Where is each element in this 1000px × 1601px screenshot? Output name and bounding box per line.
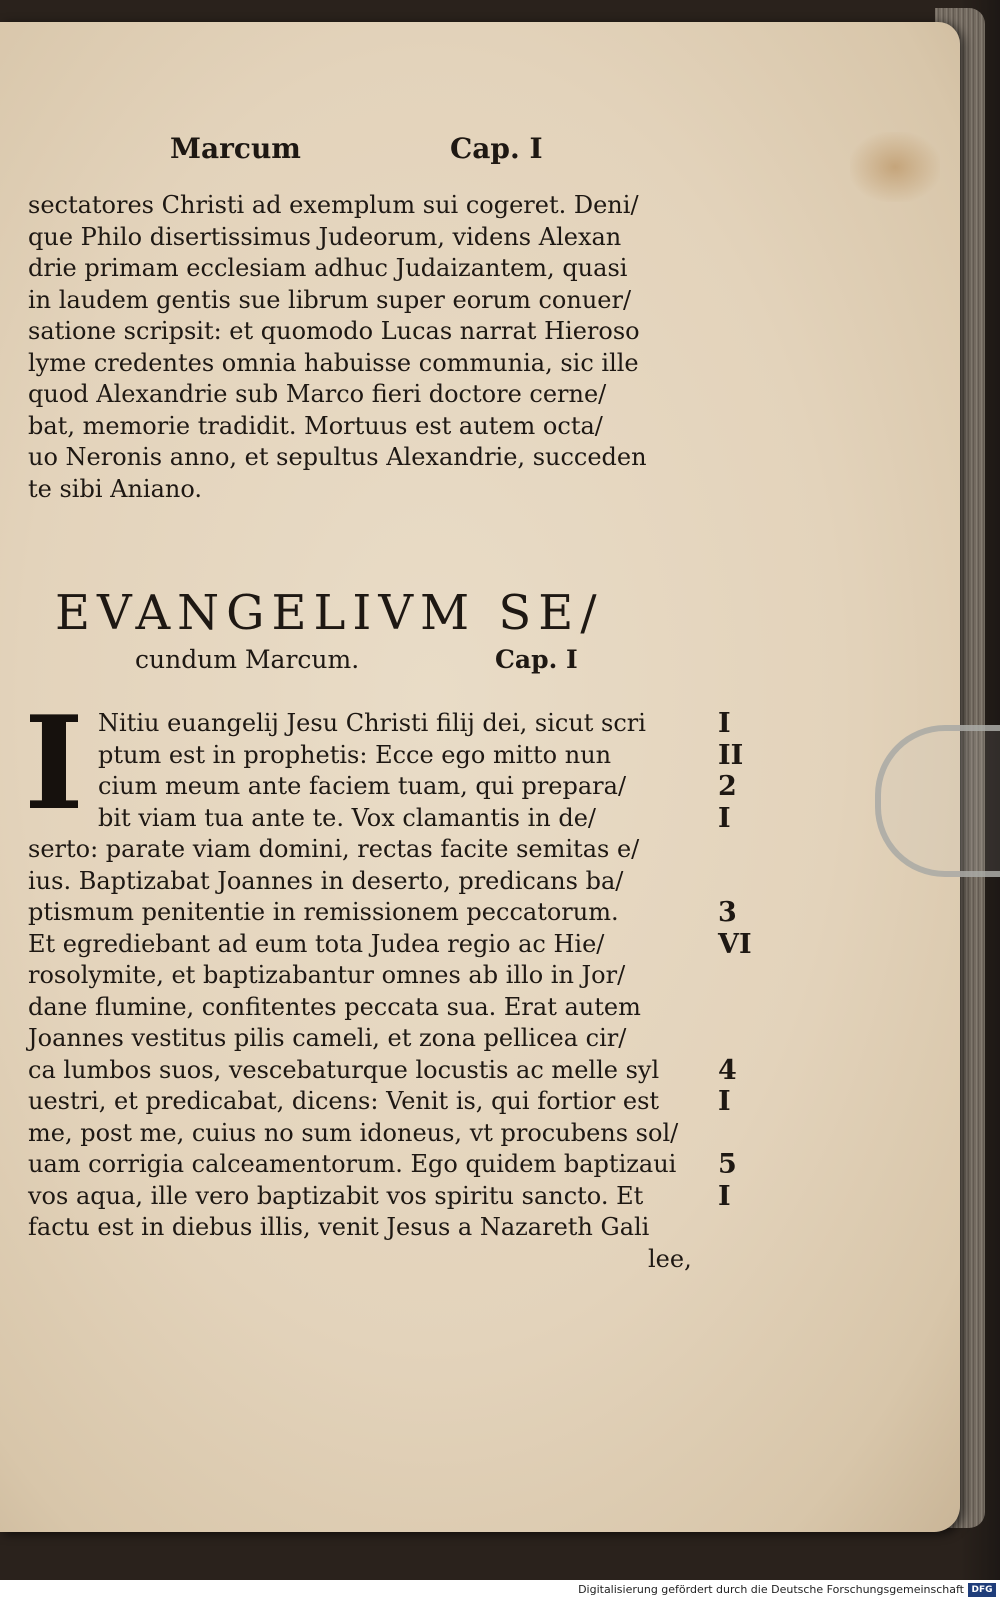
text-line: factu est in diebus illis, venit Jesus a Nazareth Gali	[28, 1213, 650, 1241]
text-line: rosolymite, et baptizabantur omnes ab illo in Jor/	[28, 961, 626, 989]
text-line: quod Alexandrie sub Marco fieri doctore cerne/	[28, 380, 607, 408]
margin-note: II	[718, 739, 744, 771]
subheading-left: cundum Marcum.	[135, 645, 360, 674]
text-line: te sibi Aniano.	[28, 474, 203, 503]
text-line: ius. Baptizabat Joannes in deserto, predicans ba/	[28, 866, 624, 895]
text-line: dane flumine, confitentes peccata sua. Erat autem	[28, 992, 641, 1021]
running-head-right: Cap. I	[450, 132, 543, 165]
margin-note: 4	[718, 1054, 737, 1086]
text-line: Et egrediebant ad eum tota Judea regio ac Hie/	[28, 929, 605, 958]
text-line: me, post me, cuius no sum idoneus, vt procubens sol/	[28, 1118, 679, 1147]
text-line: ca lumbos suos, vescebaturque locustis ac melle syl	[28, 1055, 660, 1084]
margin-note: I	[718, 1086, 731, 1117]
subheading-chapter: Cap. I	[495, 645, 578, 674]
text-line: serto: parate viam domini, rectas facite semitas e/	[28, 835, 640, 863]
page-stain	[850, 132, 940, 202]
margin-note: 5	[718, 1149, 737, 1180]
margin-note: 3	[718, 897, 737, 928]
text-line: vos aqua, ille vero baptizabit vos spiritu sancto. Et	[28, 1181, 644, 1210]
text-line: lyme credentes omnia habuisse communia, sic ille	[28, 348, 639, 377]
text-line: drie primam ecclesiam adhuc Judaizantem, quasi	[28, 254, 628, 282]
text-line: bit viam tua ante te. Vox clamantis in de/	[98, 803, 596, 832]
margin-note: VI	[718, 928, 752, 960]
text-line: bat, memorie tradidit. Mortuus est autem octa/	[28, 411, 603, 440]
text-line: Joannes vestitus pilis cameli, et zona pellicea cir/	[28, 1024, 627, 1052]
text-line: lee,	[648, 1244, 692, 1273]
intro-paragraph	[28, 190, 647, 505]
text-line: uestri, et predicabat, dicens: Venit is, qui fortior est	[28, 1087, 660, 1115]
margin-note: I	[718, 1180, 731, 1212]
gospel-text	[28, 708, 692, 1275]
text-line: que Philo disertissimus Judeorum, videns Alexan	[28, 222, 622, 251]
text-line: uo Neronis anno, et sepultus Alexandrie, succeden	[28, 443, 647, 471]
footer-credit: Digitalisierung gefördert durch die Deutsche Forschungsgemeinschaft	[578, 1583, 964, 1596]
text-line: sectatores Christi ad exemplum sui cogeret. Deni/	[28, 191, 639, 219]
margin-note: I	[718, 802, 731, 834]
text-line: cium meum ante faciem tuam, qui prepara/	[98, 772, 627, 800]
text-line: ptismum penitentie in remissionem peccatorum.	[28, 898, 619, 926]
text-line: Nitiu euangelij Jesu Christi filij dei, sicut scri	[98, 709, 646, 737]
running-head	[170, 132, 590, 176]
text-line: in laudem gentis sue librum super eorum conuer/	[28, 285, 632, 314]
page-clip-holder	[875, 725, 1000, 877]
digitization-footer	[0, 1580, 1000, 1601]
drop-cap-initial: I	[24, 689, 84, 839]
dfg-logo: DFG	[968, 1583, 996, 1597]
margin-note: 2	[718, 771, 737, 802]
margin-note: I	[718, 708, 731, 739]
running-head-left: Marcum	[170, 132, 301, 165]
section-heading: EVANGELIVM SE/	[55, 585, 604, 641]
text-line: uam corrigia calceamentorum. Ego quidem baptizaui	[28, 1150, 677, 1178]
text-line: satione scripsit: et quomodo Lucas narrat Hieroso	[28, 317, 640, 345]
text-line: ptum est in prophetis: Ecce ego mitto nun	[98, 740, 612, 769]
